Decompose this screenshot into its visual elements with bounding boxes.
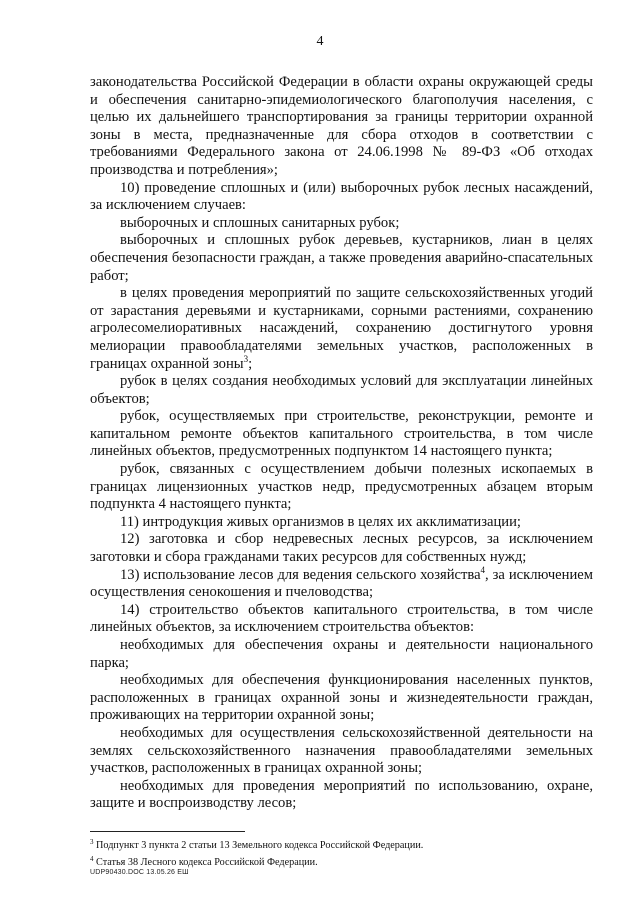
paragraph: 11) интродукция живых организмов в целях их акклиматизации; [120,513,521,530]
footnote-text: Статья 38 Лесного кодекса Российской Федерации. [93,856,318,868]
paragraph: рубок в целях создания необходимых условий для эксплуатации линейных объектов; [90,373,593,407]
paragraph: выборочных и сплошных рубок деревьев, кустарников, лиан в целях обеспечения безопасности граждан, а также проведения аварийно-спасательных работ; [90,232,593,284]
page-number: 4 [316,34,324,49]
paragraph [90,564,593,602]
paragraph-tail: , за исключением осуществления сенокошения и пчеловодства; [90,566,593,601]
footnote-number: 3 [90,838,94,846]
paragraph-text: в целях проведения мероприятий по защите сельскохозяйственных угодий от зарастания деревьями и кустарниками, сорными растениями, сохранению агролесомелиоративных насаждений, сохранению достигнутого уровня мелиорации правообладателями земельных участков, расположенных в границах охранной зоны [90,285,593,372]
paragraph: необходимых для осуществления сельскохозяйственной деятельности на землях сельскохозяйственного назначения правообладателями земельных участков, расположенных в границах охранной зоны; [90,724,593,777]
paragraph [90,285,593,373]
footnotes [90,836,593,869]
document-body [90,74,593,813]
paragraph-text: 13) использование лесов для ведения сельского хозяйства [120,566,481,583]
footnote [90,853,593,870]
document-code: UDP90430.DOC 13.05.26 ЕШ [90,869,189,876]
paragraph: необходимых для проведения мероприятий по использованию, охране, защите и воспроизводству лесов; [90,777,593,812]
footnote [90,836,593,853]
paragraph: законодательства Российской Федерации в области охраны окружающей среды и обеспечения санитарно-эпидемиологического благополучия населения, с целью их дальнейшего транспортирования за границы территории охранной зоны в места, предназначенные для сбора отходов в соответствии с требованиями Федерального закона от 24.06.1998 № 89-ФЗ «Об отходах производства и потребления»; [90,74,593,178]
paragraph: необходимых для обеспечения функционирования населенных пунктов, расположенных в границах охранной зоны и жизнедеятельности граждан, проживающих на территории охранной зоны; [90,672,593,724]
paragraph: необходимых для обеспечения охраны и деятельности национального парка; [90,637,593,671]
footnote-ref: 3 [243,353,249,364]
paragraph: рубок, связанных с осуществлением добычи полезных ископаемых в границах лицензионных участков недр, предусмотренных абзацем вторым подпункта 4 настоящего пункта; [90,461,593,513]
footnote-ref: 4 [480,564,486,575]
footnote-text: Подпункт 3 пункта 2 статьи 13 Земельного кодекса Российской Федерации. [93,840,424,851]
footnote-number: 4 [90,854,94,863]
paragraph: рубок, осуществляемых при строительстве, реконструкции, ремонте и капитальном ремонте объектов капитального строительства, в том числе линейных объектов, предусмотренных подпунктом 14 настоящего пункта; [90,408,593,460]
paragraph: выборочных и сплошных санитарных рубок; [120,214,400,231]
paragraph: 12) заготовка и сбор недревесных лесных ресурсов, за исключением заготовки и сбора гражданами таких ресурсов для собственных нужд; [90,531,593,566]
paragraph: 10) проведение сплошных и (или) выборочных рубок лесных насаждений, за исключением случаев: [90,179,593,214]
paragraph-tail: ; [248,355,253,372]
paragraph: 14) строительство объектов капитального строительства, в том числе линейных объектов, за исключением строительства объектов: [90,601,593,636]
footnote-divider [90,831,245,832]
